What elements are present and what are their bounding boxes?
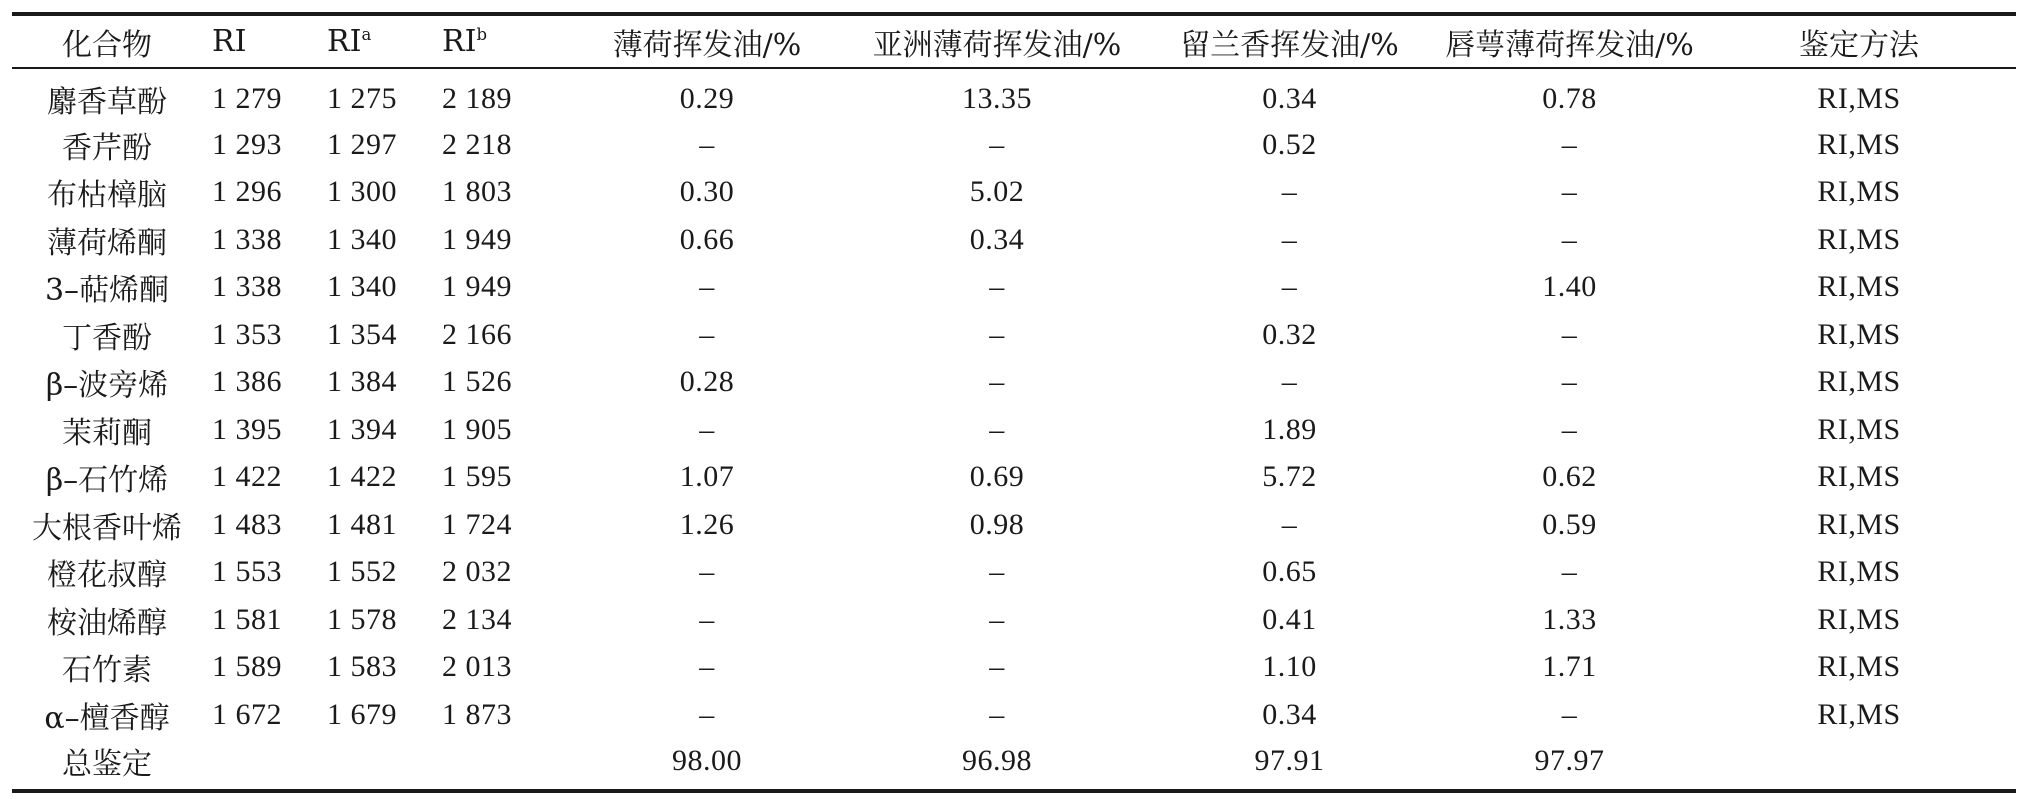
cell-spearmint-oil: – [1281,270,1298,304]
cell-spearmint-oil: 0.34 [1262,697,1317,731]
cell-compound: 桉油烯醇 [47,605,167,641]
cell-identification-method [1702,739,2016,791]
cell-identification-method: RI,MS [1817,365,1901,399]
cell-ri-a: 1 275 [327,82,397,115]
header-asian-mint-oil-label: 亚洲薄荷挥发油/% [872,27,1122,63]
cell-pennyroyal-oil: 0.59 [1542,507,1597,541]
table-row [12,644,2016,692]
cell-pennyroyal-oil: 97.97 [1534,743,1605,777]
cell-ri-b: 2 032 [442,555,512,589]
table-row [12,501,2016,549]
header-spearmint-oil [1142,14,1437,68]
cell-peppermint-oil: – [699,555,715,589]
cell-ri-a: 1 679 [327,697,397,731]
cell-peppermint-oil: 0.66 [679,222,735,256]
cell-identification-method: RI,MS [1817,555,1901,589]
cell-peppermint-oil: – [699,270,715,304]
cell-ri-a: 1 384 [327,365,397,399]
cell-identification-method: RI,MS [1817,412,1901,446]
header-compound [12,14,202,68]
cell-ri-a: 1 583 [327,650,397,684]
cell-ri: 1 293 [212,127,282,161]
header-ri-a-superscript: a [361,25,372,44]
table-row [12,311,2016,359]
data-table [12,12,2016,793]
cell-ri-b: 1 905 [442,412,512,446]
cell-asian-mint-oil: 13.35 [962,82,1032,115]
cell-identification-method: RI,MS [1817,270,1901,304]
cell-spearmint-oil: – [1281,222,1298,256]
cell-compound: α–檀香醇 [44,700,170,736]
header-row [12,14,2016,68]
table-row [12,406,2016,454]
header-peppermint-oil-label: 薄荷挥发油/% [612,27,802,63]
header-compound-label: 化合物 [62,27,152,63]
header-identification-method [1702,14,2016,68]
cell-spearmint-oil: 1.10 [1262,650,1317,684]
cell-peppermint-oil: – [699,697,715,731]
cell-ri [202,739,317,791]
cell-pennyroyal-oil: – [1561,222,1578,256]
header-ri-b-label: RI [442,24,477,59]
header-spearmint-oil-label: 留兰香挥发油/% [1180,27,1399,63]
cell-asian-mint-oil: – [989,270,1005,304]
table-row [12,216,2016,264]
cell-compound: 橙花叔醇 [47,558,167,594]
cell-peppermint-oil: 1.26 [679,507,735,541]
cell-ri-b: 2 189 [442,82,512,115]
cell-spearmint-oil: – [1281,365,1298,399]
cell-compound: β–波旁烯 [45,368,169,404]
cell-asian-mint-oil: – [989,365,1005,399]
cell-pennyroyal-oil: – [1561,697,1578,731]
cell-compound: 总鉴定 [62,746,152,782]
cell-spearmint-oil: 5.72 [1262,460,1317,494]
cell-ri: 1 422 [212,460,282,494]
cell-identification-method: RI,MS [1817,650,1901,684]
header-ri-a [317,14,432,68]
cell-peppermint-oil: – [699,602,715,636]
cell-spearmint-oil: 1.89 [1262,412,1317,446]
cell-asian-mint-oil: – [989,412,1005,446]
cell-compound: 薄荷烯酮 [47,225,167,261]
cell-compound: 茉莉酮 [62,415,152,451]
cell-ri-b: 1 803 [442,175,512,209]
cell-ri-b: 1 949 [442,270,512,304]
header-ri-b-superscript: b [476,25,488,44]
cell-spearmint-oil: 0.34 [1262,82,1317,115]
cell-ri-a: 1 300 [327,175,397,209]
cell-pennyroyal-oil: – [1561,127,1578,161]
cell-compound: 麝香草酚 [47,85,167,120]
cell-compound: 丁香酚 [62,320,152,356]
cell-compound: 香芹酚 [62,130,152,166]
cell-ri-a: 1 481 [327,507,397,541]
cell-spearmint-oil: 0.65 [1262,555,1317,589]
cell-identification-method: RI,MS [1817,317,1901,351]
cell-asian-mint-oil: 5.02 [969,175,1025,209]
cell-peppermint-oil: 98.00 [672,743,742,777]
cell-spearmint-oil: 0.41 [1262,602,1317,636]
cell-ri: 1 483 [212,507,282,541]
cell-peppermint-oil: – [699,317,715,351]
cell-ri: 1 296 [212,175,282,209]
cell-identification-method: RI,MS [1817,127,1901,161]
cell-ri-a: 1 578 [327,602,397,636]
cell-pennyroyal-oil: – [1561,365,1578,399]
header-ri [202,14,317,68]
cell-asian-mint-oil: – [989,602,1005,636]
cell-spearmint-oil: 0.52 [1262,127,1317,161]
cell-identification-method: RI,MS [1817,602,1901,636]
header-pennyroyal-oil [1437,14,1702,68]
cell-pennyroyal-oil: 0.62 [1542,460,1597,494]
cell-ri: 1 581 [212,602,282,636]
cell-peppermint-oil: – [699,127,715,161]
cell-compound: 3–萜烯酮 [44,273,170,309]
cell-ri-a: 1 340 [327,270,397,304]
table-row [12,264,2016,312]
cell-ri: 1 672 [212,697,282,731]
header-peppermint-oil [562,14,852,68]
cell-ri-b: 2 013 [442,650,512,684]
cell-ri-a: 1 552 [327,555,397,589]
table-body [12,68,2016,791]
cell-spearmint-oil: 0.32 [1262,317,1317,351]
cell-pennyroyal-oil: 1.71 [1542,650,1597,684]
total-row [12,739,2016,791]
table-row [12,691,2016,739]
cell-ri-b: 1 595 [442,460,512,494]
cell-peppermint-oil: – [699,650,715,684]
cell-asian-mint-oil: 0.34 [969,222,1025,256]
cell-spearmint-oil: – [1281,507,1298,541]
cell-ri-a: 1 297 [327,127,397,161]
cell-ri: 1 353 [212,317,282,351]
cell-ri-a: 1 354 [327,317,397,351]
cell-ri: 1 386 [212,365,282,399]
table-row [12,596,2016,644]
cell-ri-b: 1 949 [442,222,512,256]
cell-asian-mint-oil: – [989,650,1005,684]
cell-pennyroyal-oil: – [1561,412,1578,446]
header-pennyroyal-oil-label: 唇萼薄荷挥发油/% [1445,27,1694,63]
cell-ri: 1 395 [212,412,282,446]
cell-ri: 1 589 [212,650,282,684]
cell-asian-mint-oil: – [989,555,1005,589]
cell-compound: 石竹素 [62,653,152,689]
cell-pennyroyal-oil: 1.40 [1542,270,1597,304]
cell-peppermint-oil: 0.28 [679,365,735,399]
cell-asian-mint-oil: 96.98 [962,743,1032,777]
cell-asian-mint-oil: – [989,317,1005,351]
cell-identification-method: RI,MS [1817,697,1901,731]
header-ri-a-label: RI [327,24,362,59]
cell-pennyroyal-oil: – [1561,555,1578,589]
cell-identification-method: RI,MS [1817,82,1901,115]
cell-asian-mint-oil: 0.98 [969,507,1025,541]
cell-peppermint-oil: 1.07 [679,460,735,494]
cell-spearmint-oil: – [1281,175,1298,209]
cell-ri-b: 2 134 [442,602,512,636]
cell-peppermint-oil: – [699,412,715,446]
header-identification-method-label: 鉴定方法 [1799,27,1919,63]
header-ri-label: RI [212,24,247,59]
cell-identification-method: RI,MS [1817,507,1901,541]
cell-ri-a: 1 394 [327,412,397,446]
cell-ri-a: 1 422 [327,460,397,494]
table-row [12,454,2016,502]
cell-peppermint-oil: 0.30 [679,175,735,209]
cell-asian-mint-oil: – [989,127,1005,161]
cell-ri-b: 2 166 [442,317,512,351]
cell-ri-a: 1 340 [327,222,397,256]
cell-compound: 布枯樟脑 [47,178,167,214]
cell-peppermint-oil: 0.29 [679,82,735,115]
cell-ri-b: 1 724 [442,507,512,541]
cell-asian-mint-oil: – [989,697,1005,731]
cell-compound: β–石竹烯 [45,463,169,499]
table-row [12,359,2016,407]
cell-ri-b: 1 873 [442,697,512,731]
header-ri-b [432,14,562,68]
cell-ri-b: 1 526 [442,365,512,399]
cell-ri: 1 553 [212,555,282,589]
cell-spearmint-oil: 97.91 [1254,743,1325,777]
cell-identification-method: RI,MS [1817,460,1901,494]
cell-pennyroyal-oil: – [1561,317,1578,351]
cell-ri-a [317,739,432,791]
cell-identification-method: RI,MS [1817,175,1901,209]
table-header [12,14,2016,68]
header-asian-mint-oil [852,14,1142,68]
cell-pennyroyal-oil: 1.33 [1542,602,1597,636]
cell-ri: 1 338 [212,270,282,304]
cell-identification-method: RI,MS [1817,222,1901,256]
table-row [12,68,2016,121]
cell-ri: 1 279 [212,82,282,115]
cell-asian-mint-oil: 0.69 [969,460,1025,494]
cell-compound: 大根香叶烯 [32,510,182,546]
table-row [12,549,2016,597]
table-row [12,169,2016,217]
cell-pennyroyal-oil: 0.78 [1542,82,1597,115]
cell-ri-b [432,739,562,791]
cell-pennyroyal-oil: – [1561,175,1578,209]
cell-ri: 1 338 [212,222,282,256]
table-row [12,121,2016,169]
cell-ri-b: 2 218 [442,127,512,161]
